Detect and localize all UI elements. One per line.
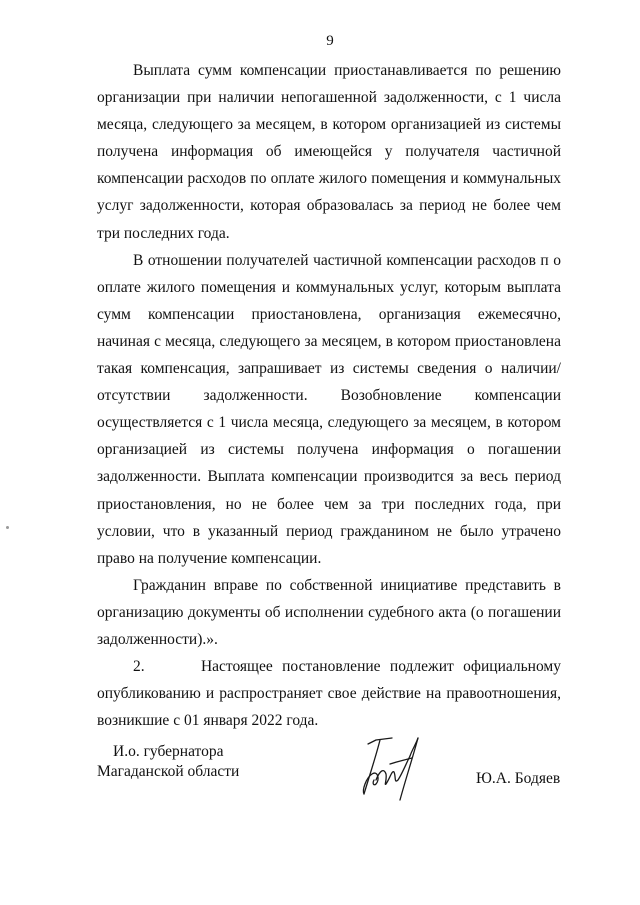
signatory-title bbox=[97, 742, 239, 782]
paragraph-citizen-right: Гражданин вправе по собственной инициативе представить в организацию документы об исполнении судебного акта (о погашении задолженности).». bbox=[97, 576, 561, 648]
paragraph-publication: 2. Настоящее постановление подлежит официальному опубликованию и распространяет свое действие на правоотношения, возникшие с 01 января 2022 года. bbox=[97, 658, 565, 730]
page-number: 9 bbox=[326, 33, 334, 49]
signature-block bbox=[0, 742, 640, 822]
signatory-name: Ю.А. Бодяев bbox=[476, 770, 561, 787]
document-body bbox=[97, 57, 565, 734]
signatory-title-line1: И.о. губернатора bbox=[113, 743, 224, 760]
handwritten-signature bbox=[346, 734, 436, 806]
paragraph-suspension: Выплата сумм компенсации приостанавливается по решению организации при наличии непогашенной задолженности, с 1 числа месяца, следующего за месяцем, в котором организацией из системы получена информация об имеющейся у получателя частичной компенсации расходов по оплате жилого помещения и коммунальных услуг задолженности, которая образовалась за период не более чем три последних года. bbox=[97, 62, 561, 242]
paragraph-resumption: В отношении получателей частичной компенсации расходов п о оплате жилого помещения и коммунальных услуг, которым выплата сумм компенсации приостановлена, организация ежемесячно, начиная с месяца, следующего за месяцем, в котором приостановлена такая компенсация, запрашивает из системы сведения о наличии/отсутствии задолженности. Возобновление компенсации осуществляется с 1 числа месяца, следующего за месяцем, в котором организацией из системы получена информация о погашении задолженности. Выплата компенсации производится за весь период приостановления, но не более чем за три последних года, при условии, что в указанный период гражданином не было утрачено право на получение компенсации. bbox=[97, 251, 561, 567]
signatory-title-line2: Магаданской области bbox=[97, 763, 240, 780]
scan-speck bbox=[6, 526, 9, 529]
